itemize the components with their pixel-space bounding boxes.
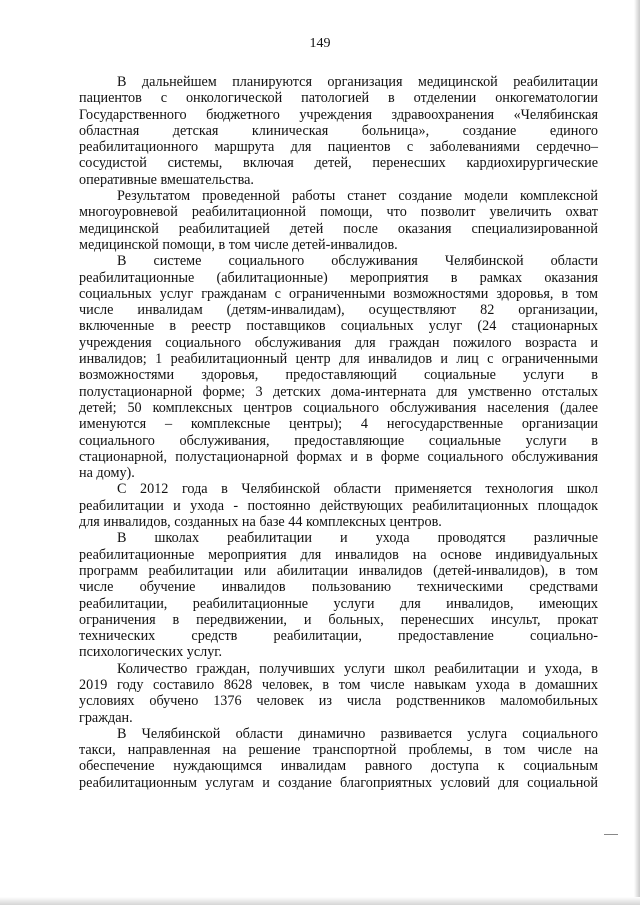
scan-bottom-shadow xyxy=(0,897,640,905)
document-body xyxy=(79,74,598,791)
text-line: учреждения социального обслуживания для граждан пожилого возраста и xyxy=(79,334,598,351)
text-line: пациентов с онкологической патологией в отделении онкогематологии xyxy=(79,90,598,107)
text-line: В системе социального обслуживания Челябинской области xyxy=(117,253,598,270)
text-line: возможностями здоровья, предоставляющий социальные услуги в xyxy=(79,367,598,384)
text-line: программ реабилитации или абилитации инвалидов (детей-инвалидов), в том xyxy=(79,562,598,579)
text-line: В школах реабилитации и ухода проводятся различные xyxy=(117,530,598,547)
text-line: реабилитации и ухода - постоянно действующих реабилитационных площадок xyxy=(79,497,598,514)
text-line: граждан. xyxy=(79,709,133,726)
text-line: 2019 году составило 8628 человек, в том числе навыкам ухода в домашних xyxy=(79,676,598,693)
text-line: включенные в реестр поставщиков социальных услуг (24 стационарных xyxy=(79,318,598,335)
text-line: психологических услуг. xyxy=(79,644,223,661)
text-line: медицинской реабилитацией детей после оказания специализированной xyxy=(79,220,598,237)
paragraph xyxy=(79,188,598,253)
text-line: инвалидов; 1 реабилитационный центр для инвалидов и лиц с ограниченными xyxy=(79,351,598,368)
text-line: ограничения в передвижении, и больных, перенесших инсульт, прокат xyxy=(79,611,598,628)
text-line: областная детская клиническая больница», создание единого xyxy=(79,122,598,139)
paragraph xyxy=(79,481,598,530)
paragraph xyxy=(79,726,598,791)
text-line: многоуровневой реабилитационной помощи, что позволит увеличить охват xyxy=(79,204,598,221)
text-line: реабилитационные мероприятия для инвалидов на основе индивидуальных xyxy=(79,546,598,563)
text-line: реабилитационным услугам и создание благоприятных условий для социальной xyxy=(79,774,598,791)
text-line: Результатом проведенной работы станет создание модели комплексной xyxy=(117,188,598,205)
text-line: социальных услуг гражданам с ограниченными возможностями здоровья, в том xyxy=(79,285,598,302)
paragraph xyxy=(79,74,598,188)
text-line: полустационарной форме; 3 детских дома-интерната для умственно отсталых xyxy=(79,383,598,400)
scan-artifact-line xyxy=(604,834,618,835)
text-line: числе обучение инвалидов пользованию техническими средствами xyxy=(79,579,598,596)
text-line: С 2012 года в Челябинской области применяется технология школ xyxy=(117,481,598,498)
text-line: реабилитационного маршрута для пациентов с заболеваниями сердечно– xyxy=(79,139,598,156)
text-line: В Челябинской области динамично развивается услуга социального xyxy=(117,725,598,742)
scan-edge-shadow xyxy=(634,0,640,905)
text-line: числе инвалидам (детям-инвалидам), осуществляют 82 организации, xyxy=(79,302,598,319)
text-line: такси, направленная на решение транспортной проблемы, в том числе на xyxy=(79,742,598,759)
paragraph xyxy=(79,530,598,660)
text-line: детей; 50 комплексных центров социального обслуживания населения (далее xyxy=(79,399,598,416)
text-line: именуются – комплексные центры); 4 негосударственные организации xyxy=(79,416,598,433)
text-line: реабилитации, реабилитационные услуги для инвалидов, имеющих xyxy=(79,595,598,612)
paragraph xyxy=(79,661,598,726)
page-number: 149 xyxy=(309,36,331,51)
text-line: на дому). xyxy=(79,465,135,482)
text-line: оперативные вмешательства. xyxy=(79,171,254,188)
text-line: условиях обучено 1376 человек из числа родственников маломобильных xyxy=(79,693,598,710)
text-line: обеспечение нуждающимся инвалидам равного доступа к социальным xyxy=(79,758,598,775)
text-line: сосудистой системы, включая детей, перенесших кардиохирургические xyxy=(79,155,598,172)
text-line: социального обслуживания, предоставляющие социальные услуги в xyxy=(79,432,598,449)
text-line: стационарной, полустационарной формах и в форме социального обслуживания xyxy=(79,448,598,465)
text-line: технических средств реабилитации, предоставление социально- xyxy=(79,628,598,645)
paragraph xyxy=(79,253,598,481)
text-line: Количество граждан, получивших услуги школ реабилитации и ухода, в xyxy=(117,660,598,677)
text-line: для инвалидов, созданных на базе 44 комплексных центров. xyxy=(79,514,442,531)
text-line: реабилитационные (абилитационные) мероприятия в рамках оказания xyxy=(79,269,598,286)
text-line: Государственного бюджетного учреждения здравоохранения «Челябинская xyxy=(79,106,598,123)
text-line: В дальнейшем планируются организация медицинской реабилитации xyxy=(117,74,598,90)
text-line: медицинской помощи, в том числе детей-инвалидов. xyxy=(79,236,398,253)
